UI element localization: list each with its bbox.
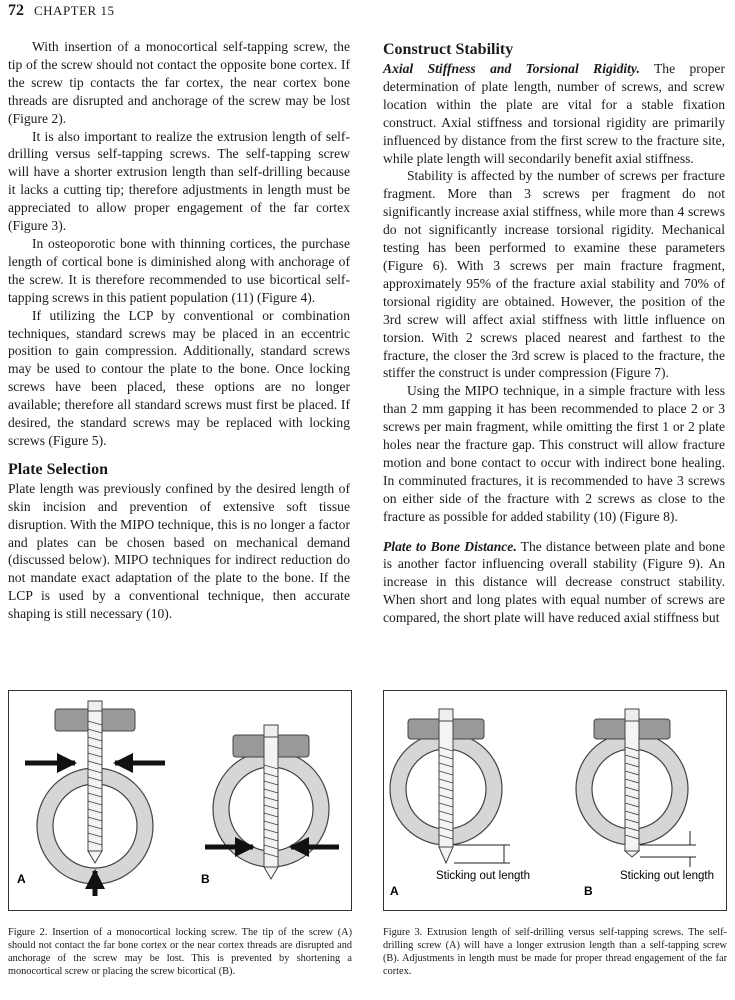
figure-2-caption: Figure 2. Insertion of a monocortical locking screw. The tip of the screw (A) should not contact the far bone cortex or the near cortex threads are disrupted and anchorage of the screw may be lost. This is prevented by shortening a monocortical screw or placing the screw bicortical (B).	[8, 927, 352, 977]
paragraph: Plate length was previously confined by the desired length of skin incision and prevention of extensive soft tissue disruption. With the MIPO technique, this is no longer a factor and plates can be chosen based on mechanical demand (discussed below). MIPO techniques for indirect reduction do not mandate exact adaptation of the plate to the bone. If the LCP is used by a conventional technique, then accurate shaping is still necessary (10).	[8, 480, 350, 622]
paragraph	[383, 60, 725, 167]
left-column	[8, 38, 350, 623]
figure-3-label-a: A	[390, 884, 399, 898]
figure-3-sticking-label-a: Sticking out length	[436, 870, 530, 882]
runin-heading: Axial Stiffness and Torsional Rigidity.	[383, 61, 640, 76]
figure-3-label-b: B	[584, 884, 593, 898]
page-number: 72	[8, 2, 24, 19]
paragraph-text: The proper determination of plate length, number of screws, and screw location within the plate are vital for a stable fixation construct. Axial stiffness and torsional rigidity are primarily influenced by distance from the first screw to the fracture site, while plate length will secondarily benefit axial stiffness.	[383, 61, 725, 166]
paragraph: In osteoporotic bone with thinning cortices, the purchase length of cortical bone is diminished along with anchorage of the screw. It is therefore recommended to use bicortical self-tapping screws in this patient population (11) (Figure 4).	[8, 235, 350, 305]
paragraph: With insertion of a monocortical self-tapping screw, the tip of the screw should not contact the opposite bone cortex. If the screw tip contacts the far cortex, the near cortex bone threads are disrupted and anchorage of the screw may be lost (Figure 2).	[8, 39, 350, 126]
figure-2-label-b: B	[201, 872, 210, 886]
chapter-title: CHAPTER 15	[34, 3, 115, 18]
figure-2-label-a: A	[17, 872, 26, 886]
figure-3-illustration	[384, 691, 726, 910]
section-heading-construct-stability: Construct Stability	[383, 41, 514, 58]
paragraph: Using the MIPO technique, in a simple fracture with less than 2 mm gapping it has been recommended to place 2 or 3 screws per main fragment, while omitting the first 1 or 2 plate holes near the fracture gap. This construct will allow fracture motion and bone contact to occur with indirect bone healing. In comminuted fractures, it is recommended to have 3 screws on either side of the fracture with 2 screws as close to the fracture as possible for added stability (10) (Figure 8).	[383, 383, 725, 524]
paragraph-text: The distance between plate and bone is another factor influencing overall stability (Figure 9). An increase in this distance will decrease construct stability. When short and long plates with equal number of screws are compared, the short plate will have reduced axial stiffness but	[383, 538, 726, 626]
figure-2-illustration	[9, 691, 351, 910]
figure-2	[8, 690, 352, 911]
runin-heading: Plate to Bone Distance.	[383, 538, 517, 554]
figure-3-sticking-label-b: Sticking out length	[620, 870, 714, 882]
running-header	[8, 2, 114, 22]
paragraph: If utilizing the LCP by conventional or combination techniques, standard screws may be placed in an eccentric position to gain compression. Additionally, standard screws may be used to contour the plate to the bone. Once locking screws have been placed, these options are no longer available; therefore all standard screws must first be placed. If desired, the standard screws may be replaced with locking screws (Figure 5).	[8, 307, 350, 448]
paragraph: Stability is affected by the number of screws per fracture fragment. More than 3 screws per fragment do not significantly increase axial stiffness, while more than 4 screws do not significantly increase torsional rigidity. Mechanical testing has been performed to examine these parameters (Figure 6). With 3 screws per main fracture fragment, approximately 95% of the fracture axial stability and 70% of torsional rigidity are obtained. However, the position of the 3rd screw will affect axial stiffness with little influence on torsion. With 2 screws placed nearest and farthest to the fracture, the closer the 3rd screw is placed to the fracture, the stiffer the construct is under compression (Figure 7).	[383, 168, 725, 381]
paragraph: It is also important to realize the extrusion length of self-drilling versus self-tapping screws. The self-tapping screw will have a shorter extrusion length than self-drilling because it lacks a cutting tip; therefore adjustments in length must be appreciated to allow proper engagement of the far cortex (Figure 3).	[8, 128, 350, 234]
paragraph	[383, 538, 725, 628]
dimension-marker	[454, 845, 510, 863]
figure-3	[383, 690, 727, 911]
figure-3-caption: Figure 3. Extrusion length of self-drilling versus self-tapping screws. The self-drilling screw (A) will have a longer extrusion length than a self-tapping screw (B). Adjustments in length must be made for proper thread engagement of the far cortex.	[383, 927, 727, 977]
section-heading-plate-selection: Plate Selection	[8, 460, 108, 478]
right-column	[383, 38, 725, 627]
